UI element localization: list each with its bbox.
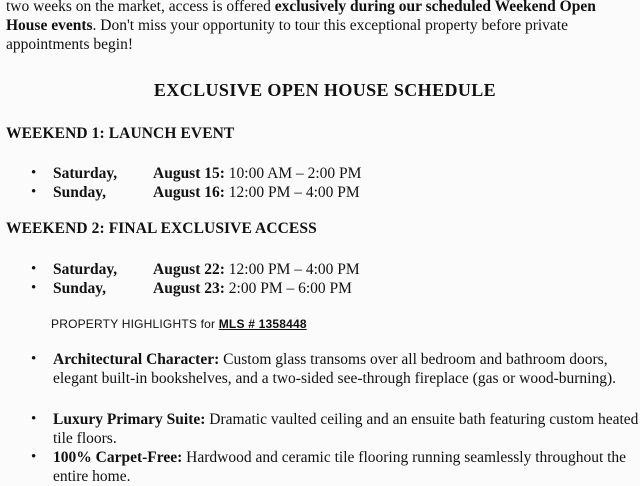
bullet-icon: • xyxy=(31,165,37,181)
bullet-icon: • xyxy=(31,449,37,465)
bullet-icon: • xyxy=(31,184,37,200)
schedule-day: Saturday, xyxy=(53,261,118,278)
mls-number: MLS # 1358448 xyxy=(218,317,307,331)
intro-line-2: House events. Don't miss your opportunity to tour this exceptional property before private xyxy=(6,17,568,34)
intro-line-3: appointments begin! xyxy=(6,36,133,53)
schedule-day: Sunday, xyxy=(53,280,107,297)
intro-line-1: two weeks on the market, access is offered exclusively during our scheduled Weekend Open xyxy=(6,0,596,15)
intro-paragraph xyxy=(6,0,596,54)
schedule-date-time: August 23: 2:00 PM – 6:00 PM xyxy=(153,280,352,297)
flyer-page: two weeks on the market, access is offered exclusively during our scheduled Weekend Open House events. Don't miss your opportunity to tour this exceptional property before private appointments begin! EXCLUSIVE OPEN HOUSE SCHEDULE WEEKEND 1: LAUNCH EVENT • Saturday, August 15: 10:00 AM – 2:00 PM • Sunday, August 16: 12:00 PM – 4:00 PM WEEKEND 2: FINAL EXCLUSIVE ACCESS • Saturday, August 22: 12:00 PM – 4:00 PM • Sunday, August 23: 2:00 PM – 6:00 PM PROPERTY HIGHLIGHTS for MLS # 1358448 • Architectural Character: Custom glass transoms over all bedroom and bathroom doors, elegant built-in bookshelves, and a two-sided see-through fireplace (gas or wood-burning). • Luxury Primary Suite: Dramatic vaulted ceiling and an ensuite bath featuring custom heated tile floors. • 100% Carpet-Free: Hardwood and ceramic tile flooring running seamlessly throughout the entire home. xyxy=(0,0,640,479)
schedule-title: EXCLUSIVE OPEN HOUSE SCHEDULE xyxy=(153,80,497,100)
schedule-date-time: August 22: 12:00 PM – 4:00 PM xyxy=(153,261,360,278)
bullet-icon: • xyxy=(31,411,37,427)
bullet-icon: • xyxy=(31,280,37,296)
schedule-day: Sunday, xyxy=(53,184,107,201)
weekend-1-heading: WEEKEND 1: LAUNCH EVENT xyxy=(6,125,235,142)
property-highlights-heading: PROPERTY HIGHLIGHTS for MLS # 1358448 xyxy=(51,317,307,331)
bullet-icon: • xyxy=(31,351,37,367)
bullet-icon: • xyxy=(31,261,37,277)
schedule-date-time: August 15: 10:00 AM – 2:00 PM xyxy=(153,165,362,182)
schedule-date-time: August 16: 12:00 PM – 4:00 PM xyxy=(153,184,360,201)
weekend-2-heading: WEEKEND 2: FINAL EXCLUSIVE ACCESS xyxy=(6,220,317,237)
schedule-day: Saturday, xyxy=(53,165,118,182)
